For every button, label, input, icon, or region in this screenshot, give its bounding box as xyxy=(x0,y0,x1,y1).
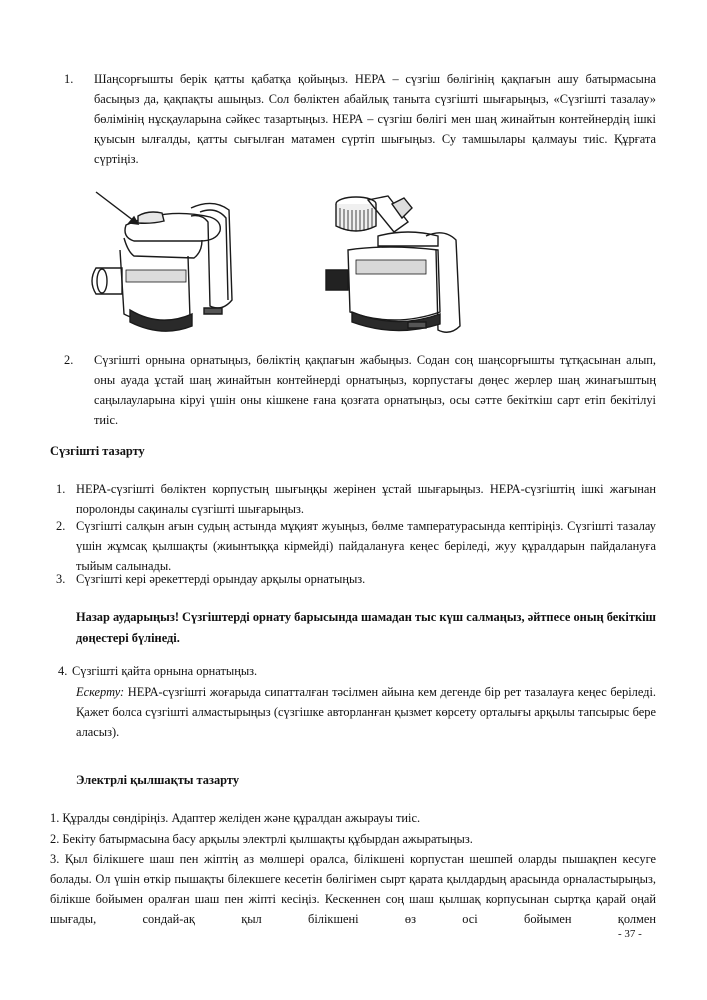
step2-text: Сүзгішті орнына орнатыңыз, бөліктің қақпағын жабыңыз. Содан соң шаңсорғышты тұтқасынан алып, оны ауада ұстай шаң жинайтын контейнерді орнатыңыз, корпустағы дөңес жерлер шаң жинағыштың саңылауларына кіруі үшін оны кішкене ғана қозғата орнатыңыз, осы сәтте бекіткіш сарт етіп бекітілуі тиіс. xyxy=(94,353,656,427)
step2-number: 2. xyxy=(64,353,74,367)
step1-number: 1. xyxy=(64,72,74,86)
filter-item-2-number: 2. xyxy=(56,519,66,533)
warning-text: Назар аударыңыз! Сүзгіштерді орнату барысында шамадан тыс күш салмаңыз, әйтпесе оның бекіткіш дөңестері бүлінеді. xyxy=(76,610,656,645)
brush-item-3: 3. Қыл білікшеге шаш пен жіптің аз мөлшері оралса, білікшені корпустан шешпей оларды пышақпен кесуге болады. Ол үшін өткір пышақты білекшеге кесетін бөлігімен сырт қарата қылдардың арасында орналастырыңыз, білікше бойымен оралған шаш пен жіпті кесіңіз. Кескеннен соң шаш қылшақ корпусынан сыртқа қарай оңай шығады, сондай-ақ қыл білікшені өз осі бойымен қолмен xyxy=(50,852,656,926)
note-label: Ескерту: xyxy=(76,685,125,699)
vacuum-lid-open-button-illustration xyxy=(96,190,256,340)
brush-item-2: 2. Бекіту батырмасына басу арқылы электрлі қылшақты құбырдан ажыратыңыз. xyxy=(50,832,473,846)
filter-section-heading: Сүзгішті тазарту xyxy=(50,444,145,458)
filter-item-4-text: Сүзгішті қайта орнына орнатыңыз. xyxy=(72,664,258,678)
brush-section-heading: Электрлі қылшақты тазарту xyxy=(76,773,240,787)
vacuum-filter-removed-illustration xyxy=(318,194,478,339)
note-paragraph xyxy=(76,682,656,742)
brush-item-1: 1. Құралды сөндіріңіз. Адаптер желіден және құралдан ажырауы тиіс. xyxy=(50,811,421,825)
filter-item-1-number: 1. xyxy=(56,482,66,496)
filter-item-1-text: НЕРА-сүзгішті бөліктен корпустың шығыңқы жерінен ұстай шығарыңыз. НЕРА-сүзгіштің ішкі жағынан поролонды сақиналы сүзгішті шығарыңыз. xyxy=(76,482,656,516)
filter-item-4-number: 4. xyxy=(58,664,68,678)
filter-item-3-text: Сүзгішті кері әрекеттерді орындау арқылы орнатыңыз. xyxy=(76,572,366,586)
step1-text: Шаңсорғышты берік қатты қабатқа қойыңыз. НЕРА – сүзгіш бөлігінің қақпағын ашу батырмасына басыңыз да, қақпақты ашыңыз. Сол бөліктен абайлық таныта сүзгішті шығарыңыз, «Сүзгішті тазалау» бөлімінің нұсқауларына сәйкес тазартыңыз. НЕРА – сүзгіш бөлігі мен шаң жинайтын контейнердің ішкі қуысын ылғалды, қатты сығылған матамен сүртіп шығыңыз. Су тамшылары қалмауы тиіс. Құрғата сүртіңіз. xyxy=(94,72,656,166)
page-number: - 37 - xyxy=(618,928,642,940)
filter-item-2-text: Сүзгішті салқын ағын судың астында мұқият жуыңыз, бөлме тамператураcында кептіріңіз. Сүзгішті тазалау үшін жұмсақ қылшақты (жиынтыққа кірмейді) пайдалануға кеңес беріледі, жуу құралдарын пайдалануға тыйым салынады. xyxy=(76,519,656,573)
filter-item-3-number: 3. xyxy=(56,572,66,586)
note-text: НЕРА-сүзгішті жоғарыда сипатталған тәсілмен айына кем дегенде бір рет тазалауға кеңес беріледі. Қажет болса сүзгішті алмастырыңыз (сүзгішке авторланған қызмет көрсету орталығы арқылы тапсырыс бере аласыз). xyxy=(76,685,656,739)
